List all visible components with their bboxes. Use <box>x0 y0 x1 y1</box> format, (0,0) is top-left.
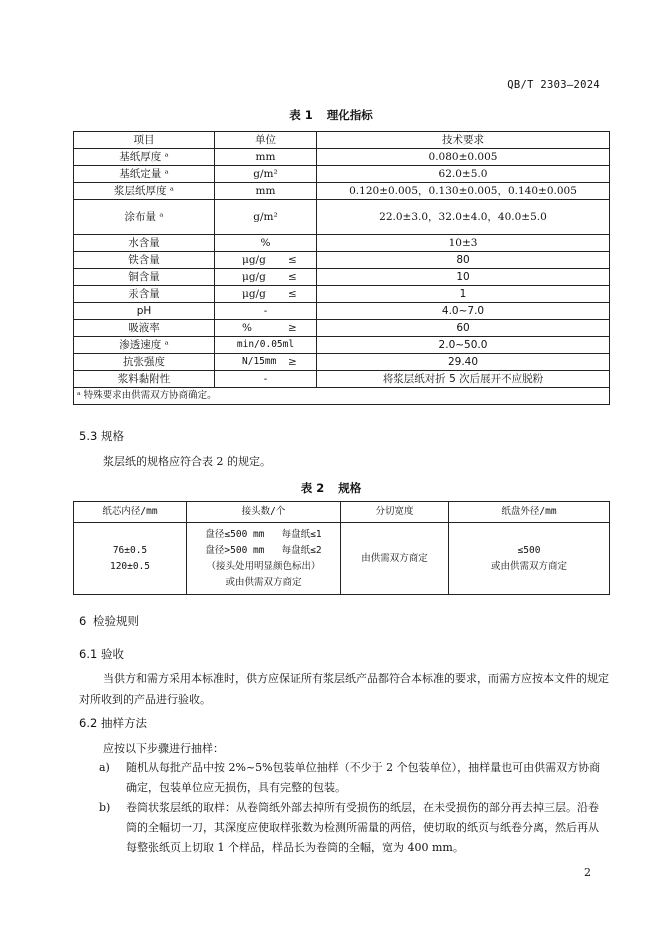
table-row <box>74 149 610 166</box>
section-number: 6.1 <box>79 647 98 661</box>
item-cell: pH <box>74 303 215 320</box>
table-row <box>74 269 610 286</box>
table1-caption <box>0 107 662 123</box>
section-title: 验收 <box>101 647 124 661</box>
table2-caption <box>0 480 662 496</box>
page-number: 2 <box>584 866 591 879</box>
table-row <box>74 320 610 337</box>
core-diameter-76: 76±0.5 <box>112 544 148 556</box>
unit-cell <box>215 269 317 286</box>
list-item-label: a) <box>99 761 110 774</box>
unit-cell <box>215 286 317 303</box>
section-number: 6.2 <box>79 716 98 730</box>
outer-diameter-cell <box>449 523 610 595</box>
physical-chemical-table <box>73 131 610 405</box>
item-cell: 浆料黏附性 <box>74 371 215 388</box>
header-joints: 接头数/个 <box>187 502 341 523</box>
item-cell: 浆层纸厚度 ᵃ <box>74 183 215 200</box>
requirement-cell: 0.080±0.005 <box>317 149 610 166</box>
section-5-3-heading <box>79 428 124 444</box>
unit-cell: mm <box>215 149 317 166</box>
table-row <box>74 252 610 269</box>
section-6-2-intro: 应按以下步骤进行抽样： <box>103 742 224 755</box>
table-row <box>74 286 610 303</box>
comparison-sign: ≤ <box>288 271 297 283</box>
table1-caption-number: 表 1 <box>289 108 313 122</box>
section-6-heading <box>79 613 139 629</box>
section-6-2-heading <box>79 715 147 731</box>
table-row <box>74 166 610 183</box>
section-title: 规格 <box>101 429 124 443</box>
comparison-sign: ≥ <box>288 356 297 368</box>
table1-caption-title: 理化指标 <box>326 108 373 122</box>
specification-table <box>73 501 610 595</box>
requirement-cell: 4.0~7.0 <box>317 303 610 320</box>
table-row <box>74 371 610 388</box>
item-cell: 铜含量 <box>74 269 215 286</box>
slit-width-cell: 由供需双方商定 <box>341 523 449 595</box>
item-cell: 基纸定量 ᵃ <box>74 166 215 183</box>
header-requirement: 技术要求 <box>317 132 610 149</box>
table2-caption-number: 表 2 <box>300 481 325 495</box>
joints-line: （接头处用明显颜色标出） <box>206 560 321 572</box>
header-slit-width: 分切宽度 <box>341 502 449 523</box>
section-6-1-text: 当供方和需方采用本标准时，供方应保证所有浆层纸产品都符合本标准的要求，而需方应按本文件的规定对所收到的产品进行验收。 <box>79 672 609 706</box>
list-item-text: 随机从每批产品中按 2%~5%包装单位抽样（不少于 2 个包装单位），抽样量也可由供需双方协商确定，包装单位应无损伤，具有完整的包装。 <box>126 761 601 794</box>
requirement-cell: 将浆层纸对折 5 次后展开不应脱粉 <box>317 371 610 388</box>
item-cell: 汞含量 <box>74 286 215 303</box>
requirement-cell: 1 <box>317 286 610 303</box>
unit-text: % <box>242 322 252 334</box>
unit-cell: - <box>215 303 317 320</box>
requirement-cell: 10±3 <box>317 235 610 252</box>
header-outer-diameter: 纸盘外径/mm <box>449 502 610 523</box>
unit-cell: % <box>215 235 317 252</box>
table-row <box>74 523 610 595</box>
unit-text: N/15mm <box>242 356 277 367</box>
standard-code: QB/T 2303—2024 <box>507 79 600 91</box>
joints-cell <box>187 523 341 595</box>
section-number: 5.3 <box>79 429 98 443</box>
requirement-cell: 80 <box>317 252 610 269</box>
unit-text: μg/g <box>242 288 266 300</box>
table-row <box>74 183 610 200</box>
requirement-cell: 29.40 <box>317 354 610 371</box>
requirement-cell: 0.120±0.005，0.130±0.005，0.140±0.005 <box>317 183 610 200</box>
section-number: 6 <box>79 614 87 628</box>
unit-cell <box>215 354 317 371</box>
outer-diameter-value: ≤500 <box>517 544 541 556</box>
requirement-cell: 62.0±5.0 <box>317 166 610 183</box>
requirement-cell: 22.0±3.0，32.0±4.0，40.0±5.0 <box>317 200 610 235</box>
header-core-diameter: 纸芯内径/mm <box>74 502 187 523</box>
table-note: ᵃ 特殊要求由供需双方协商确定。 <box>74 388 610 405</box>
unit-cell: mm <box>215 183 317 200</box>
section-6-1-heading <box>79 646 124 662</box>
core-diameter-cell <box>74 523 187 595</box>
requirement-cell: 2.0~50.0 <box>317 337 610 354</box>
list-item-label: b) <box>99 801 111 814</box>
comparison-sign: ≥ <box>288 322 297 334</box>
unit-cell: - <box>215 371 317 388</box>
unit-cell <box>215 320 317 337</box>
table-row <box>74 235 610 252</box>
item-cell: 涂布量 ᵃ <box>74 200 215 235</box>
table-note-row <box>74 388 610 405</box>
table2-caption-title: 规格 <box>338 481 362 495</box>
table-row <box>74 303 610 320</box>
item-cell: 吸液率 <box>74 320 215 337</box>
unit-cell <box>215 252 317 269</box>
unit-cell: g/m² <box>215 166 317 183</box>
section-title: 检验规则 <box>93 614 139 628</box>
section-5-3-text: 浆层纸的规格应符合表 2 的规定。 <box>103 455 271 468</box>
unit-cell: min/0.05ml <box>215 337 317 354</box>
joints-line: 或由供需双方商定 <box>225 576 302 588</box>
list-item <box>79 758 609 800</box>
section-title: 抽样方法 <box>101 716 147 730</box>
unit-text: μg/g <box>242 271 266 283</box>
requirement-cell: 10 <box>317 269 610 286</box>
item-cell: 水含量 <box>74 235 215 252</box>
table-row <box>74 200 610 235</box>
list-item <box>79 798 609 862</box>
core-diameter-120: 120±0.5 <box>109 560 151 572</box>
joints-line: 盘径>500 mm 每盘纸≤2 <box>205 544 322 556</box>
joints-line: 盘径≤500 mm 每盘纸≤1 <box>205 528 322 540</box>
requirement-cell: 60 <box>317 320 610 337</box>
table-header-row <box>74 502 610 523</box>
unit-text: μg/g <box>242 254 266 266</box>
item-cell: 渗透速度 ᵃ <box>74 337 215 354</box>
item-cell: 铁含量 <box>74 252 215 269</box>
table-row <box>74 354 610 371</box>
item-cell: 抗张强度 <box>74 354 215 371</box>
table-header-row <box>74 132 610 149</box>
comparison-sign: ≤ <box>288 288 297 300</box>
comparison-sign: ≤ <box>288 254 297 266</box>
unit-cell: g/m² <box>215 200 317 235</box>
list-item-text: 卷筒状浆层纸的取样：从卷筒纸外部去掉所有受损伤的纸层，在未受损伤的部分再去掉三层。沿卷筒的全幅切一刀，其深度应使取样张数为检测所需量的两倍，使切取的纸页与纸卷分离，然后再从每整张纸页上切取 1 个样品，样品长为卷筒的全幅，宽为 400 mm。 <box>126 801 599 854</box>
outer-diameter-note: 或由供需双方商定 <box>490 560 567 572</box>
header-unit: 单位 <box>215 132 317 149</box>
item-cell: 基纸厚度 ᵃ <box>74 149 215 166</box>
table-row <box>74 337 610 354</box>
header-item: 项目 <box>74 132 215 149</box>
